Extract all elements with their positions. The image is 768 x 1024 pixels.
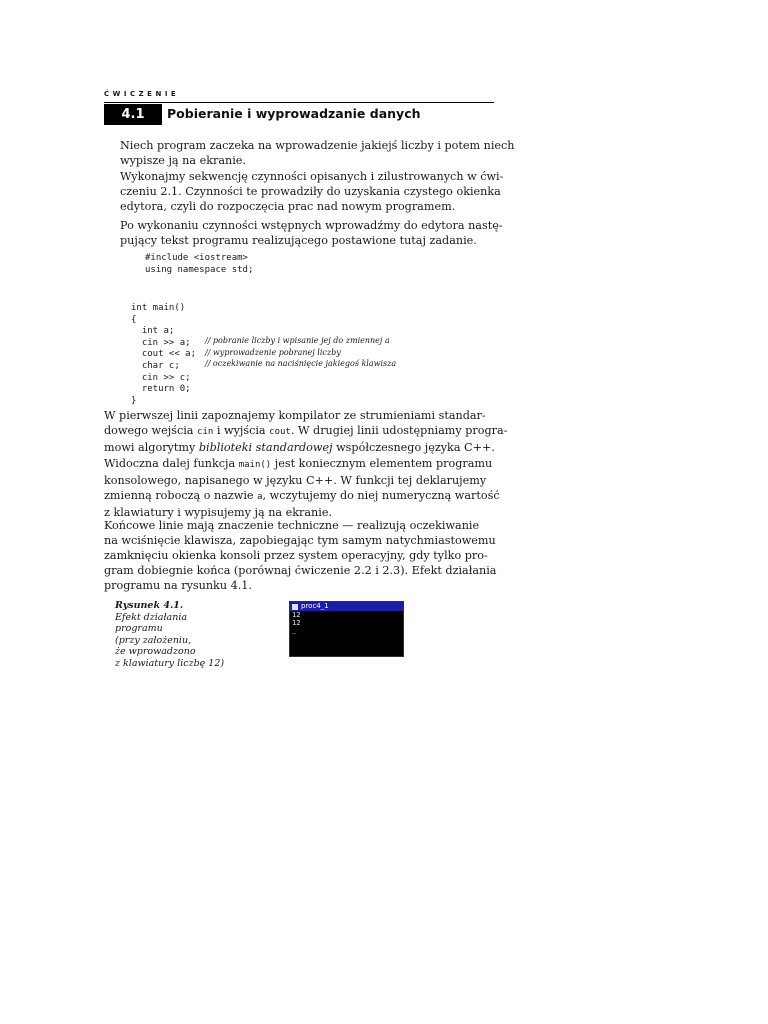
text-line: Widoczna dalej funkcja main() jest koniecznym elementem programu xyxy=(104,457,493,470)
exercise-title: Pobieranie i wyprowadzanie danych xyxy=(167,106,421,121)
text-line: zmienną roboczą o nazwie a, wczytujemy do niej numeryczną wartość xyxy=(104,489,500,502)
paragraph-closing-lines xyxy=(104,518,497,593)
code-comment: // oczekiwanie na naciśnięcie jakiegoś klawisza xyxy=(205,359,397,369)
code-main: int main() { int a; cin >> a; cout << a; char c; cin >> c; return 0; } xyxy=(131,303,197,406)
console-title-bar xyxy=(290,602,403,611)
paragraph-main-function xyxy=(104,456,500,520)
console-output: 12 12 _ xyxy=(292,611,301,634)
emphasis: biblioteki standardowej xyxy=(198,441,333,454)
text-line: dowego wejścia cin i wyjścia cout. W drugiej linii udostępniamy progra- xyxy=(104,424,508,437)
caption-title: Rysunek 4.1. xyxy=(115,600,184,611)
text-line: Wykonajmy sekwencję czynności opisanych i zilustrowanych w ćwi- xyxy=(120,170,504,183)
console-window xyxy=(289,601,404,657)
text-line: W pierwszej linii zapoznajemy kompilator ze strumieniami standar- xyxy=(104,409,486,422)
text-line: mowi algorytmy biblioteki standardowej współczesnego języka C++. xyxy=(104,441,495,454)
exercise-kicker: ĆWICZENIE xyxy=(104,90,180,98)
console-title: proc4_1 xyxy=(301,602,329,610)
paragraph-intro xyxy=(120,138,515,168)
text-line: gram dobiegnie końca (porównaj ćwiczenie 2.2 i 2.3). Efekt działania xyxy=(104,564,497,577)
code-comment: // wyprowadzenie pobranej liczby xyxy=(205,347,341,357)
exercise-number: 4.1 xyxy=(104,104,162,125)
code-comment: // pobranie liczby i wpisanie jej do zmiennej a xyxy=(205,336,390,345)
text-line: Niech program zaczeka na wprowadzenie jakiejś liczby i potem niech xyxy=(120,139,515,152)
text-line: zamknięciu okienka konsoli przez system operacyjny, gdy tylko pro- xyxy=(104,549,488,562)
paragraph-steps xyxy=(120,169,504,214)
code-includes: #include <iostream> using namespace std; xyxy=(145,253,254,275)
paragraph-enter-program xyxy=(120,218,503,248)
inline-code: cout xyxy=(269,427,291,437)
code-comments xyxy=(205,335,396,370)
figure-caption xyxy=(115,600,224,670)
inline-code: main() xyxy=(238,460,272,470)
text-line: programu na rysunku 4.1. xyxy=(104,579,252,592)
text-line: wypisze ją na ekranie. xyxy=(120,154,246,167)
console-app-icon xyxy=(292,604,298,610)
caption-line: programu xyxy=(115,623,163,635)
text-line: czeniu 2.1. Czynności te prowadziły do uzyskania czystego okienka xyxy=(120,185,501,198)
text-line: na wciśnięcie klawisza, zapobiegając tym samym natychmiastowemu xyxy=(104,534,496,547)
caption-line: z klawiatury liczbę 12) xyxy=(115,657,225,669)
text-line: Po wykonaniu czynności wstępnych wprowadźmy do edytora nastę- xyxy=(120,219,503,232)
header-rule xyxy=(104,102,494,103)
text-line: z klawiatury i wypisujemy ją na ekranie. xyxy=(104,506,333,519)
text-line: pujący tekst programu realizującego postawione tutaj zadanie. xyxy=(120,234,477,247)
text-line: konsolowego, napisanego w języku C++. W funkcji tej deklarujemy xyxy=(104,474,487,487)
caption-line: że wprowadzono xyxy=(115,646,196,658)
text-line: Końcowe linie mają znaczenie techniczne — realizują oczekiwanie xyxy=(104,519,480,532)
caption-line: (przy założeniu, xyxy=(115,634,192,646)
inline-code: a xyxy=(257,492,263,502)
text-line: edytora, czyli do rozpoczęcia prac nad nowym programem. xyxy=(120,200,456,213)
inline-code: cin xyxy=(197,427,214,437)
caption-line: Efekt działania xyxy=(115,611,188,623)
paragraph-streams xyxy=(104,408,508,455)
